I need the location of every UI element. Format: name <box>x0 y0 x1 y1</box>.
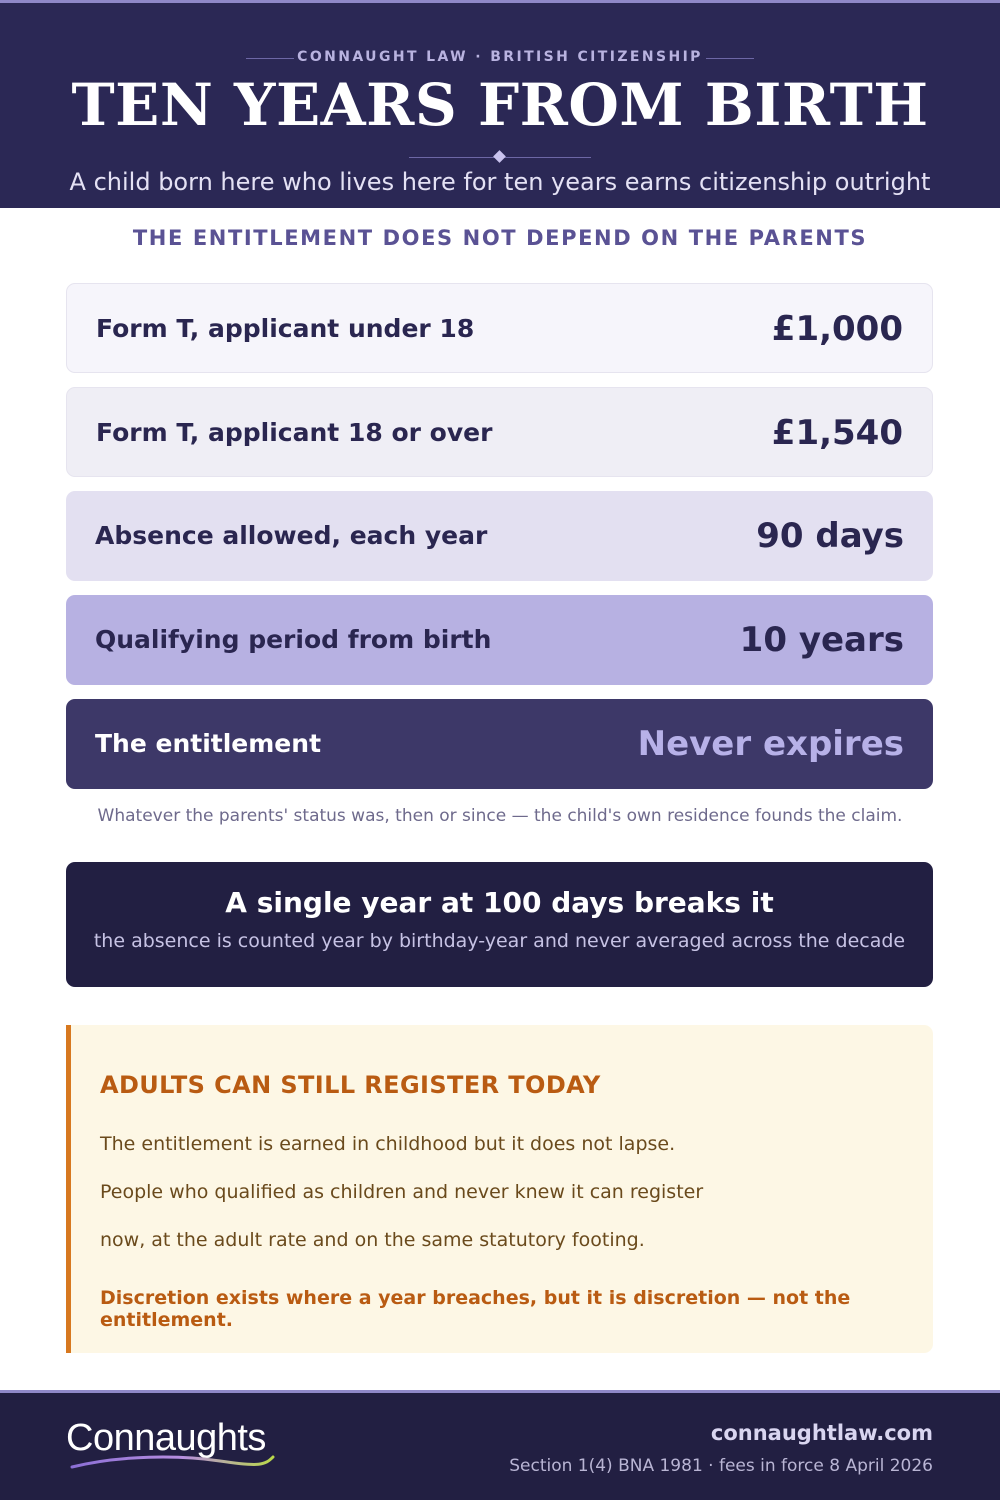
kicker: CONNAUGHT LAW · BRITISH CITIZENSHIP <box>297 49 703 65</box>
fact-row-qualifying-period <box>66 595 933 685</box>
footer <box>0 1390 1000 1500</box>
legal-reference: Section 1(4) BNA 1981 · fees in force 8 April 2026 <box>509 1456 933 1476</box>
page-subtitle: A child born here who lives here for ten years earns citizenship outright <box>69 168 931 196</box>
fact-value: £1,000 <box>771 309 903 349</box>
kicker-rule-right <box>706 58 754 59</box>
callout-line: The entitlement is earned in childhood but it does not lapse. <box>100 1133 676 1155</box>
warning-title: A single year at 100 days breaks it <box>225 886 774 919</box>
section-heading: THE ENTITLEMENT DOES NOT DEPEND ON THE PARENTS <box>132 226 868 250</box>
page-title: TEN YEARS FROM BIRTH <box>71 71 929 139</box>
callout-line: now, at the adult rate and on the same statutory footing. <box>100 1229 645 1251</box>
website-link[interactable]: connaughtlaw.com <box>710 1421 933 1445</box>
callout-line: People who qualified as children and never knew it can register <box>100 1181 704 1203</box>
fact-label: Qualifying period from birth <box>95 625 492 654</box>
fact-row-adult-fee <box>66 387 933 477</box>
diamond-icon <box>493 150 506 163</box>
fact-label: Absence allowed, each year <box>95 521 488 550</box>
callout-title: ADULTS CAN STILL REGISTER TODAY <box>100 1071 601 1099</box>
fact-label: The entitlement <box>95 729 322 758</box>
warning-box <box>66 862 933 987</box>
fact-value: £1,540 <box>771 413 903 453</box>
logo-swoosh-icon <box>70 1453 275 1473</box>
fact-value: Never expires <box>637 724 904 764</box>
fact-value: 10 years <box>739 620 904 660</box>
adults-callout <box>66 1025 933 1353</box>
fact-row-under-18-fee <box>66 283 933 373</box>
fact-label: Form T, applicant under 18 <box>96 314 475 343</box>
warning-subtitle: the absence is counted year by birthday-year and never averaged across the decade <box>93 930 906 952</box>
fact-row-entitlement <box>66 699 933 789</box>
fact-rows <box>66 283 933 803</box>
header-banner <box>0 0 1000 208</box>
fact-row-absence <box>66 491 933 581</box>
fact-label: Form T, applicant 18 or over <box>96 418 493 447</box>
parents-note: Whatever the parents' status was, then or since — the child's own residence founds the claim. <box>97 806 903 826</box>
callout-emphasis: Discretion exists where a year breaches, but it is discretion — not the entitlement. <box>100 1287 851 1331</box>
brand-logo: Connaughts <box>66 1417 266 1459</box>
fact-value: 90 days <box>756 516 904 556</box>
